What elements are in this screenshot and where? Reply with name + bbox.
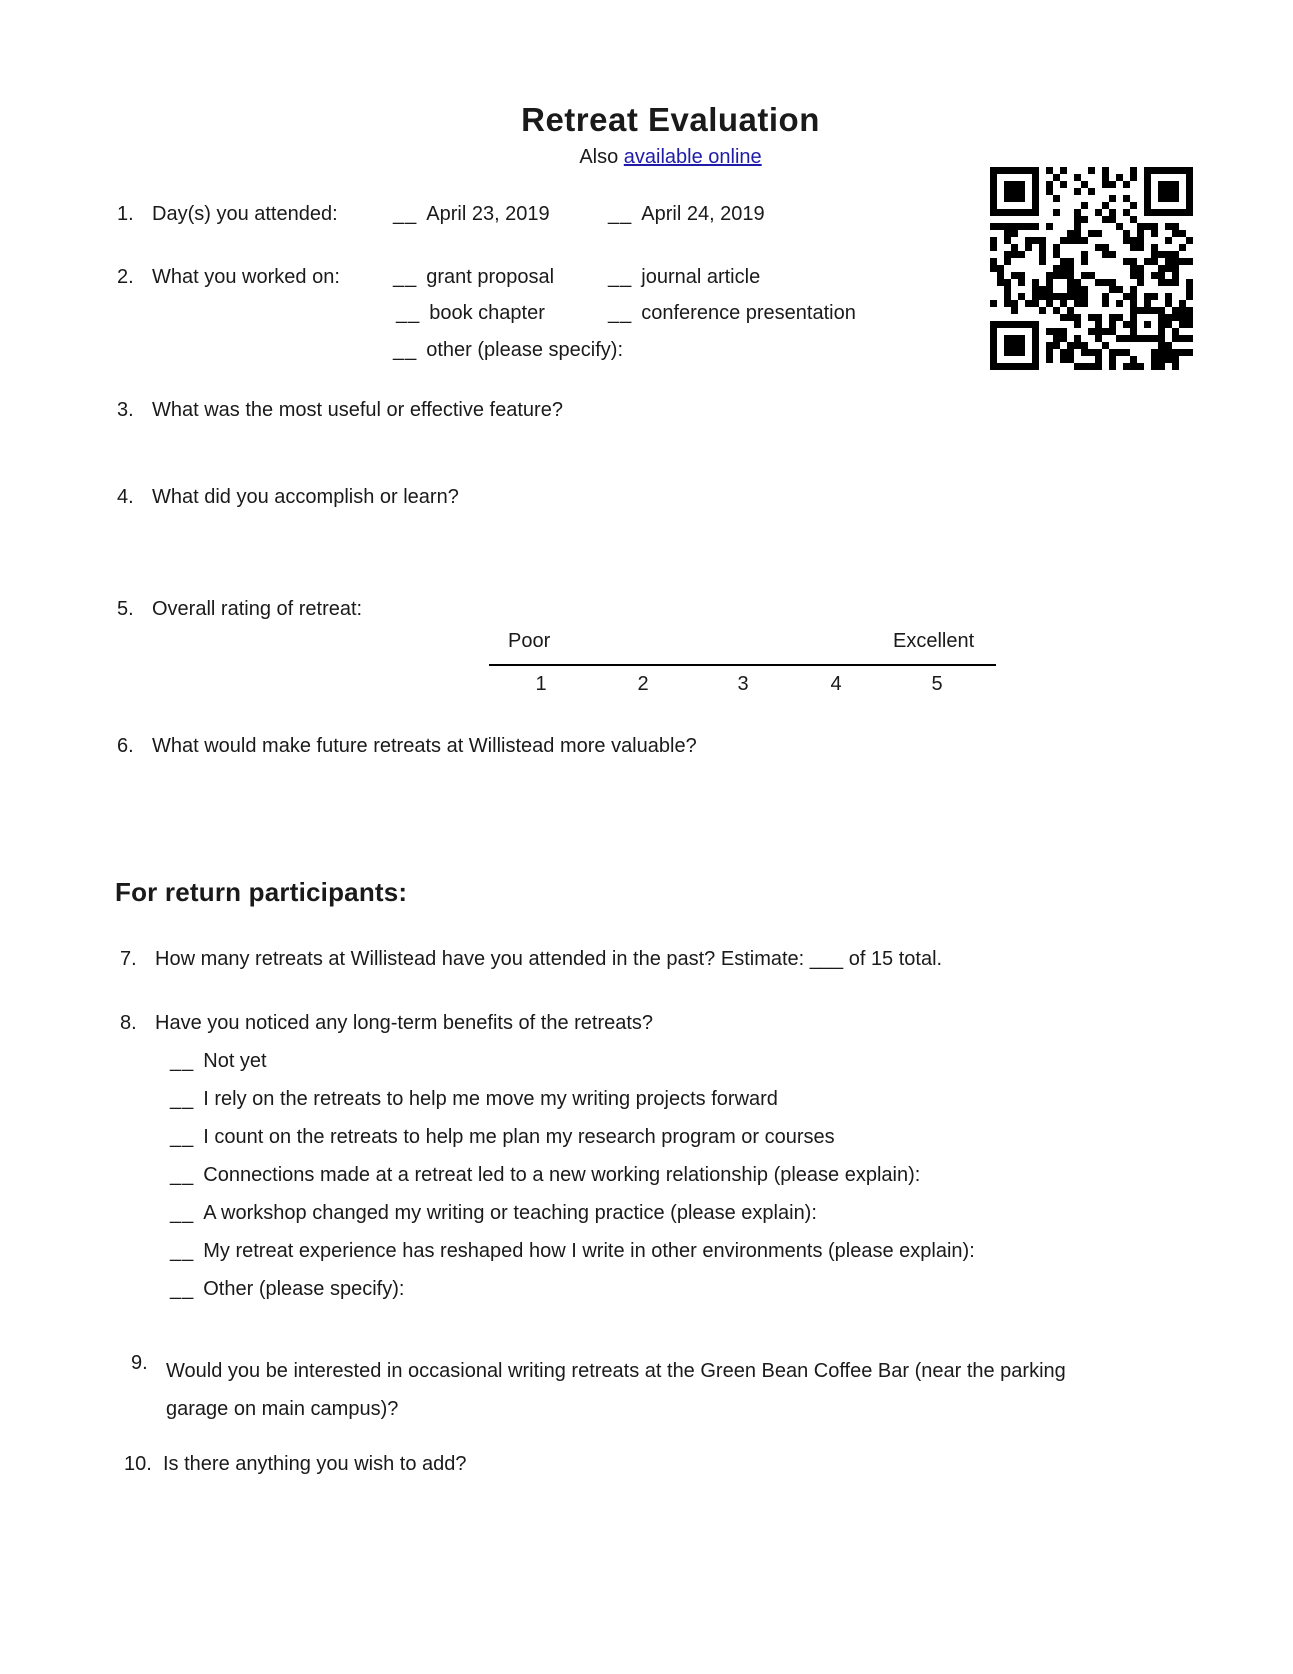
option-label: Connections made at a retreat led to a new working relationship (please explain):: [203, 1164, 921, 1186]
option-label: grant proposal: [426, 266, 555, 288]
question-1-option-april-24: [608, 203, 765, 226]
question-2-option-journal-article: [608, 266, 760, 289]
blank-line: __: [393, 203, 418, 225]
option-label: A workshop changed my writing or teaching practice (please explain):: [203, 1202, 817, 1224]
question-9-label: Would you be interested in occasional writing retreats at the Green Bean Coffee Bar (near the parking garage on main campus)?: [166, 1360, 1066, 1420]
question-8-label: Have you noticed any long-term benefits of the retreats?: [155, 1012, 654, 1034]
rating-tick-5: 5: [931, 673, 943, 695]
question-8-option-rely: [170, 1088, 778, 1111]
question-5-number: 5.: [117, 598, 134, 620]
option-label: April 24, 2019: [641, 203, 765, 225]
rating-tick-1: 1: [535, 673, 547, 695]
question-3-number: 3.: [117, 399, 134, 421]
question-2-number: 2.: [117, 266, 134, 288]
question-9-number: 9.: [131, 1352, 148, 1374]
rating-tick-3: 3: [737, 673, 749, 695]
qr-code: [990, 167, 1193, 370]
question-8-option-workshop: [170, 1202, 817, 1225]
question-3-label: What was the most useful or effective feature?: [152, 399, 563, 421]
question-1-label: Day(s) you attended:: [152, 203, 338, 225]
option-label: journal article: [641, 266, 761, 288]
blank-line: __: [608, 266, 633, 288]
rating-tick-4: 4: [830, 673, 842, 695]
rating-scale-line: [489, 664, 996, 666]
rating-tick-2: 2: [637, 673, 649, 695]
question-1-option-april-23: [393, 203, 550, 226]
section-heading-return-participants: For return participants:: [115, 877, 408, 907]
question-8-option-not-yet: [170, 1050, 267, 1073]
option-label: I rely on the retreats to help me move my writing projects forward: [203, 1088, 778, 1110]
question-1-number: 1.: [117, 203, 134, 225]
blank-line: __: [170, 1202, 195, 1224]
question-5-label: Overall rating of retreat:: [152, 598, 363, 620]
subtitle-prefix: Also: [579, 146, 624, 168]
question-8-option-other: [170, 1278, 404, 1301]
blank-line: __: [396, 302, 421, 324]
question-4-label: What did you accomplish or learn?: [152, 486, 459, 508]
option-label: book chapter: [429, 302, 545, 324]
question-8-option-count-on: [170, 1126, 835, 1149]
question-8-option-reshaped: [170, 1240, 975, 1263]
question-2-option-grant-proposal: [393, 266, 554, 289]
question-7-number: 7.: [120, 948, 137, 970]
question-10-label: Is there anything you wish to add?: [163, 1453, 467, 1475]
question-2-option-other: [393, 339, 623, 362]
blank-line: __: [170, 1240, 195, 1262]
question-10-number: 10.: [124, 1453, 152, 1475]
option-label: I count on the retreats to help me plan my research program or courses: [203, 1126, 835, 1148]
question-2-option-conference-presentation: [608, 302, 856, 325]
option-label: Not yet: [203, 1050, 267, 1072]
subtitle: [48, 146, 1293, 169]
blank-line: __: [393, 339, 418, 361]
blank-line: __: [393, 266, 418, 288]
blank-line: __: [170, 1050, 195, 1072]
blank-line: __: [608, 302, 633, 324]
page-title: Retreat Evaluation: [521, 101, 820, 138]
question-7-label: How many retreats at Willistead have you attended in the past? Estimate: ___ of 15 total.: [155, 948, 943, 970]
rating-high-label: Excellent: [893, 630, 975, 652]
option-label: Other (please specify):: [203, 1278, 405, 1300]
question-6-label: What would make future retreats at Willistead more valuable?: [152, 735, 697, 757]
question-4-number: 4.: [117, 486, 134, 508]
rating-low-label: Poor: [508, 630, 551, 652]
question-6-number: 6.: [117, 735, 134, 757]
option-label: other (please specify):: [426, 339, 624, 361]
blank-line: __: [170, 1088, 195, 1110]
question-2-label: What you worked on:: [152, 266, 340, 288]
question-2-option-book-chapter: [396, 302, 545, 325]
blank-line: __: [170, 1164, 195, 1186]
question-8-number: 8.: [120, 1012, 137, 1034]
option-label: conference presentation: [641, 302, 856, 324]
available-online-link[interactable]: available online: [623, 146, 762, 168]
option-label: My retreat experience has reshaped how I write in other environments (please explain):: [203, 1240, 975, 1262]
option-label: April 23, 2019: [426, 203, 550, 225]
question-8-option-connections: [170, 1164, 920, 1187]
blank-line: __: [170, 1126, 195, 1148]
blank-line: __: [170, 1278, 195, 1300]
blank-line: __: [608, 203, 633, 225]
